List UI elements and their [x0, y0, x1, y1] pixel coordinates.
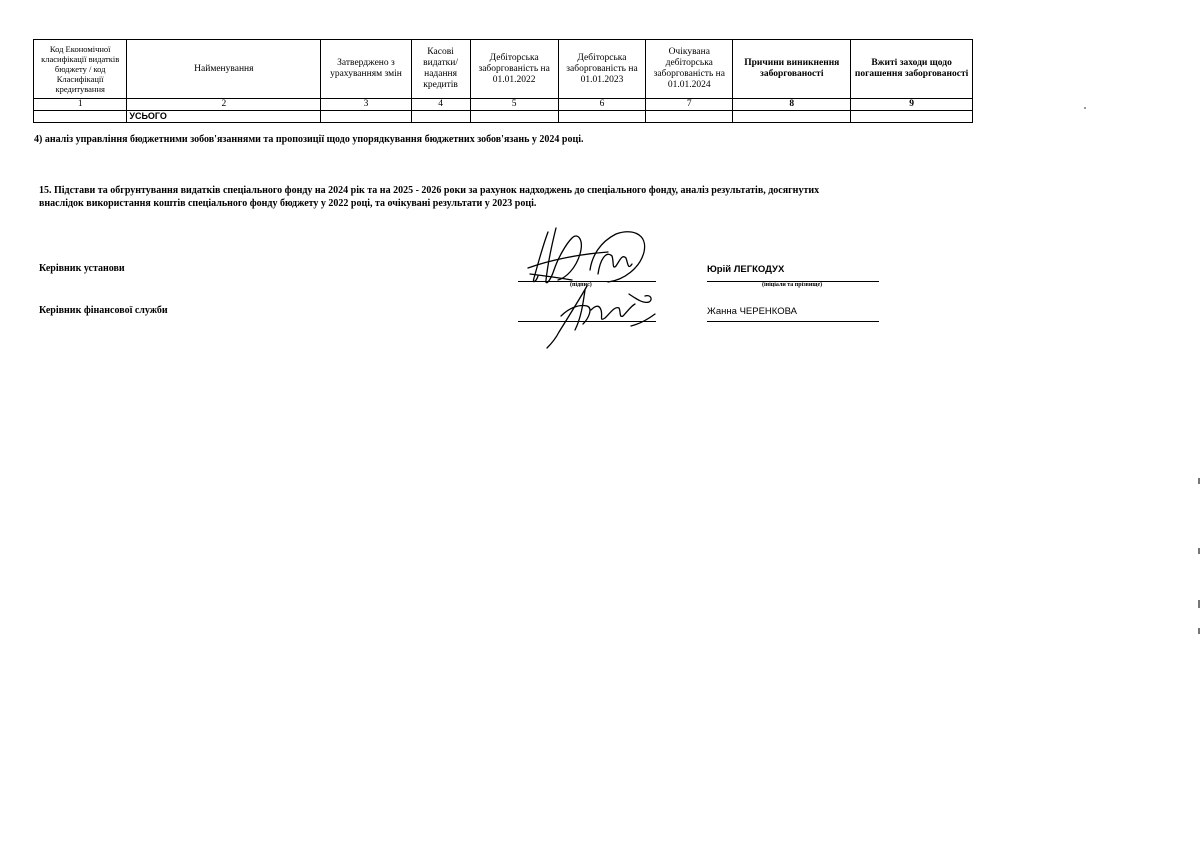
header-approved: Затверджено з урахуванням змін — [321, 40, 411, 99]
head-of-finance-label: Керівник фінансової служби — [39, 305, 168, 316]
table-header-row — [34, 40, 973, 99]
total-cell — [851, 111, 973, 123]
table-total-row — [34, 111, 973, 123]
section-4-text: 4) аналіз управління бюджетними зобов'язаннями та пропозиції щодо упорядкування бюджетних зобов'язань у 2024 році. — [34, 134, 584, 145]
total-cell — [321, 111, 411, 123]
section-15-line-2: внаслідок використання коштів спеціального фонду бюджету у 2022 році, та очікувані результати у 2023 році. — [39, 198, 537, 209]
header-reasons: Причини виникнення заборгованості — [733, 40, 851, 99]
header-receivables-2023: Дебіторська заборгованість на 01.01.2023 — [558, 40, 645, 99]
section-15-line-1: 15. Підстави та обгрунтування видатків спеціального фонду на 2024 рік та на 2025 - 2026 роки за рахунок надходжень до спеціального фонду, аналіз результатів, досягнутих — [39, 185, 820, 196]
col-number: 7 — [646, 99, 733, 111]
head-name: Юрій ЛЕГКОДУХ — [707, 264, 785, 275]
head-of-institution-label: Керівник установи — [39, 263, 125, 274]
col-number: 3 — [321, 99, 411, 111]
col-number: 5 — [470, 99, 558, 111]
name-caption: (ініціали та прізвище) — [762, 282, 823, 288]
total-cell — [470, 111, 558, 123]
receivables-table — [33, 39, 973, 123]
col-number: 4 — [411, 99, 470, 111]
total-cell — [646, 111, 733, 123]
col-number: 8 — [733, 99, 851, 111]
header-expected-receivables-2024: Очікувана дебіторська заборгованість на 01.01.2024 — [646, 40, 733, 99]
col-number: 9 — [851, 99, 973, 111]
header-cash-expenditures: Касові видатки/ надання кредитів — [411, 40, 470, 99]
table-number-row — [34, 99, 973, 111]
header-measures: Вжиті заходи щодо погашення заборгованості — [851, 40, 973, 99]
col-number: 6 — [558, 99, 645, 111]
finance-signature-image — [535, 280, 670, 350]
header-economic-code: Код Економічної класифікації видатків бюджету / код Класифікації кредитування — [34, 40, 127, 99]
total-label: УСЬОГО — [127, 111, 321, 123]
total-cell — [733, 111, 851, 123]
name-line — [707, 321, 879, 322]
col-number: 2 — [127, 99, 321, 111]
header-receivables-2022: Дебіторська заборгованість на 01.01.2022 — [470, 40, 558, 99]
col-number: 1 — [34, 99, 127, 111]
finance-name: Жанна ЧЕРЕНКОВА — [707, 306, 797, 317]
total-cell — [558, 111, 645, 123]
scan-speck — [1084, 107, 1086, 109]
header-name: Найменування — [127, 40, 321, 99]
signature-caption: (підпис) — [570, 282, 592, 288]
total-cell — [34, 111, 127, 123]
total-cell — [411, 111, 470, 123]
